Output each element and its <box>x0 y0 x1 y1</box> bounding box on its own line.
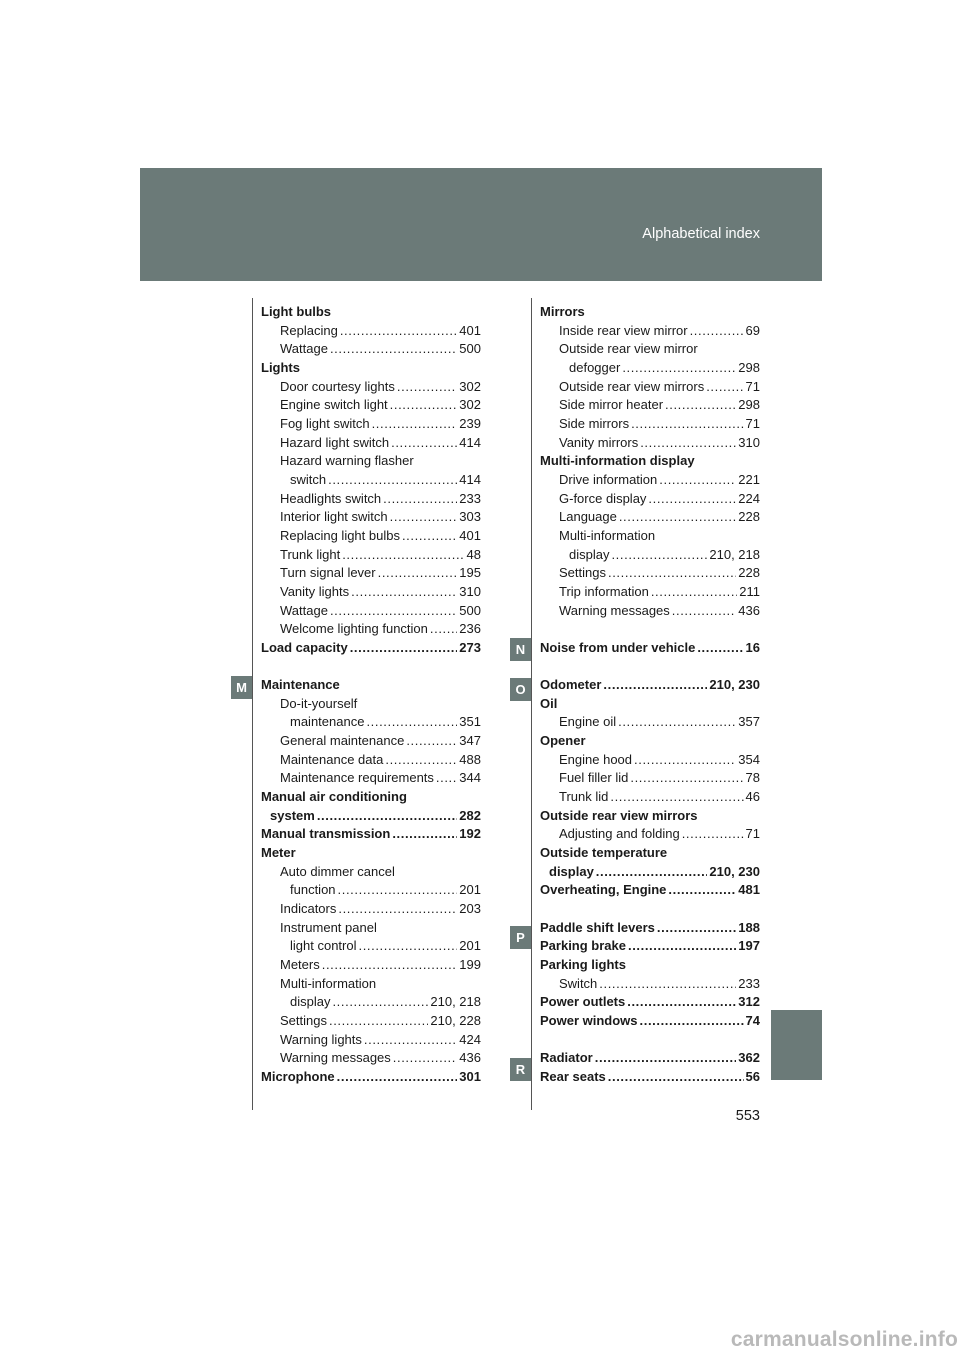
index-entry <box>261 602 481 621</box>
entry-page: 357 <box>738 714 760 730</box>
index-heading <box>540 1012 760 1031</box>
entry-label: Meters <box>280 956 320 972</box>
entry-page: 71 <box>745 415 760 431</box>
index-entry <box>261 863 481 882</box>
dot-leader <box>618 713 736 732</box>
entry-page: 354 <box>738 751 760 767</box>
dot-leader <box>672 602 737 621</box>
dot-leader <box>329 1012 428 1031</box>
dot-leader <box>619 508 736 527</box>
index-entry <box>261 993 481 1012</box>
entry-page: 303 <box>459 509 481 525</box>
index-heading <box>261 676 481 695</box>
dot-leader <box>697 639 743 658</box>
entry-label: Trunk light <box>280 546 341 562</box>
entry-page: 228 <box>738 509 760 525</box>
entry-page: 310 <box>459 583 481 599</box>
index-heading <box>540 956 760 975</box>
dot-leader <box>668 881 736 900</box>
dot-leader <box>317 807 457 826</box>
index-heading <box>261 303 481 322</box>
page-header-title: Alphabetical index <box>642 226 760 242</box>
entry-page: 69 <box>745 322 760 338</box>
index-entry <box>540 378 760 397</box>
index-entry <box>540 471 760 490</box>
watermark: carmanualsonline.info <box>730 1328 958 1351</box>
entry-page: 211 <box>739 583 760 599</box>
entry-label: Warning messages <box>559 602 670 618</box>
index-entry <box>540 322 760 341</box>
index-entry <box>261 546 481 565</box>
entry-label: Switch <box>559 975 598 991</box>
entry-label: Inside rear view mirror <box>559 322 688 338</box>
index-heading <box>261 1068 481 1087</box>
index-heading <box>540 844 760 863</box>
entry-page: 233 <box>738 975 760 991</box>
dot-leader <box>603 676 707 695</box>
index-entry <box>540 602 760 621</box>
index-entry <box>261 769 481 788</box>
entry-label: Paddle shift levers <box>540 919 655 935</box>
index-entry <box>540 583 760 602</box>
index-entry <box>540 788 760 807</box>
entry-page: 71 <box>745 826 760 842</box>
entry-label: Hazard light switch <box>280 434 390 450</box>
entry-label: maintenance <box>290 714 365 730</box>
entry-label: Wattage <box>280 341 328 357</box>
dot-leader <box>608 564 736 583</box>
entry-page: 46 <box>745 789 760 805</box>
letter-badge-r: R <box>510 1058 531 1081</box>
letter-badge-p: P <box>510 926 531 949</box>
index-entry <box>261 975 481 994</box>
index-heading <box>540 1068 760 1087</box>
entry-page: 16 <box>745 639 760 655</box>
entry-label: Outside rear view mirrors <box>540 807 698 823</box>
dot-leader <box>436 769 457 788</box>
entry-page: 210, 228 <box>430 1012 481 1028</box>
dot-leader <box>430 620 457 639</box>
entry-label: Manual air conditioning <box>261 789 407 805</box>
entry-label: Warning lights <box>280 1031 362 1047</box>
index-entry <box>540 396 760 415</box>
entry-label: Adjusting and folding <box>559 826 680 842</box>
dot-leader <box>392 825 457 844</box>
dot-leader <box>385 751 457 770</box>
entry-label: Wattage <box>280 602 328 618</box>
index-entry <box>261 956 481 975</box>
index-entry <box>261 508 481 527</box>
entry-label: Radiator <box>540 1050 593 1066</box>
entry-page: 236 <box>459 621 481 637</box>
entry-page: 199 <box>459 956 481 972</box>
entry-label: Side mirrors <box>559 415 630 431</box>
entry-label: General maintenance <box>280 733 405 749</box>
dot-leader <box>378 564 458 583</box>
dot-leader <box>390 508 458 527</box>
dot-leader <box>358 937 457 956</box>
index-heading <box>540 1049 760 1068</box>
entry-label: Trunk lid <box>559 789 609 805</box>
index-entry <box>261 919 481 938</box>
index-heading <box>261 844 481 863</box>
entry-label: Auto dimmer cancel <box>280 863 395 879</box>
entry-page: 298 <box>738 359 760 375</box>
entry-label: Instrument panel <box>280 919 377 935</box>
dot-leader <box>690 322 744 341</box>
entry-label: function <box>290 882 336 898</box>
right-column-rule <box>531 298 532 1110</box>
entry-label: Headlights switch <box>280 490 382 506</box>
dot-leader <box>610 788 743 807</box>
entry-label: Interior light switch <box>280 509 388 525</box>
entry-page: 401 <box>459 527 481 543</box>
index-entry <box>261 322 481 341</box>
entry-label: defogger <box>569 359 621 375</box>
entry-label: Engine switch light <box>280 397 388 413</box>
entry-page: 424 <box>459 1031 481 1047</box>
dot-leader <box>596 863 708 882</box>
entry-page: 195 <box>459 565 481 581</box>
index-entry <box>540 490 760 509</box>
index-entry <box>261 620 481 639</box>
entry-page: 78 <box>745 770 760 786</box>
index-entry <box>261 583 481 602</box>
entry-page: 228 <box>738 565 760 581</box>
dot-leader <box>665 396 736 415</box>
index-entry <box>261 713 481 732</box>
dot-leader <box>651 583 737 602</box>
entry-page: 347 <box>459 733 481 749</box>
entry-page: 401 <box>459 322 481 338</box>
index-entry <box>540 527 760 546</box>
dot-leader <box>706 378 743 397</box>
entry-label: Oil <box>540 695 558 711</box>
index-entry <box>261 452 481 471</box>
dot-leader <box>393 1049 458 1068</box>
entry-page: 302 <box>459 378 481 394</box>
entry-label: display <box>569 546 610 562</box>
dot-leader <box>595 1049 737 1068</box>
entry-label: Hazard warning flasher <box>280 453 414 469</box>
dot-leader <box>406 732 457 751</box>
index-entry <box>261 471 481 490</box>
index-heading <box>540 676 760 695</box>
dot-leader <box>648 490 736 509</box>
entry-label: Language <box>559 509 617 525</box>
entry-label: Power windows <box>540 1012 638 1028</box>
dot-leader <box>402 527 457 546</box>
dot-leader <box>640 434 736 453</box>
entry-page: 436 <box>459 1050 481 1066</box>
entry-page: 500 <box>459 602 481 618</box>
index-entry <box>261 1012 481 1031</box>
entry-page: 481 <box>738 882 760 898</box>
dot-leader <box>634 751 736 770</box>
entry-page: 210, 218 <box>430 994 481 1010</box>
index-entry <box>540 415 760 434</box>
index-heading <box>261 788 481 807</box>
index-heading <box>540 452 760 471</box>
entry-page: 56 <box>745 1068 760 1084</box>
index-entry <box>261 490 481 509</box>
dot-leader <box>397 378 457 397</box>
entry-page: 344 <box>459 770 481 786</box>
dot-leader <box>657 919 736 938</box>
entry-label: Power outlets <box>540 994 626 1010</box>
header-band <box>140 168 822 281</box>
entry-label: Odometer <box>540 677 602 693</box>
entry-page: 201 <box>459 938 481 954</box>
dot-leader <box>337 1068 458 1087</box>
dot-leader <box>328 471 457 490</box>
entry-label: Outside rear view mirror <box>559 341 698 357</box>
entry-page: 48 <box>466 546 481 562</box>
dot-leader <box>383 490 457 509</box>
entry-label: Microphone <box>261 1068 335 1084</box>
dot-leader <box>682 825 744 844</box>
index-heading <box>540 303 760 322</box>
entry-page: 210, 230 <box>709 863 760 879</box>
entry-page: 197 <box>738 938 760 954</box>
index-entry <box>261 434 481 453</box>
dot-leader <box>390 396 458 415</box>
entry-label: Meter <box>261 845 296 861</box>
entry-label: Mirrors <box>540 304 585 319</box>
entry-page: 192 <box>459 826 481 842</box>
entry-label: light control <box>290 938 357 954</box>
entry-label: Opener <box>540 733 586 749</box>
index-entry <box>540 564 760 583</box>
index-entry <box>261 396 481 415</box>
dot-leader <box>630 769 743 788</box>
index-entry <box>261 751 481 770</box>
index-heading <box>261 639 481 658</box>
letter-badge-o: O <box>510 678 531 701</box>
entry-page: 310 <box>738 434 760 450</box>
index-heading <box>540 937 760 956</box>
dot-leader <box>628 937 736 956</box>
entry-page: 273 <box>459 639 481 655</box>
entry-label: Outside rear view mirrors <box>559 378 705 394</box>
entry-label: switch <box>290 471 327 487</box>
dot-leader <box>627 993 736 1012</box>
entry-page: 282 <box>459 807 481 823</box>
index-heading <box>261 807 481 826</box>
dot-leader <box>608 1068 744 1087</box>
index-entry <box>540 975 760 994</box>
entry-label: Outside temperature <box>540 845 668 860</box>
dot-leader <box>350 639 458 658</box>
entry-label: display <box>290 994 331 1010</box>
index-column-left <box>261 303 481 1087</box>
left-column-rule <box>252 298 253 1110</box>
index-column-right <box>540 303 760 1087</box>
dot-leader <box>342 546 464 565</box>
index-entry <box>540 713 760 732</box>
dot-leader <box>611 546 707 565</box>
index-entry <box>261 732 481 751</box>
entry-page: 210, 218 <box>709 546 760 562</box>
dot-leader <box>366 713 457 732</box>
dot-leader <box>622 359 736 378</box>
page-number: 553 <box>735 1108 760 1124</box>
entry-label: Maintenance data <box>280 751 384 767</box>
dot-leader <box>631 415 743 434</box>
entry-page: 233 <box>459 490 481 506</box>
index-heading <box>540 881 760 900</box>
entry-label: Multi-information display <box>540 453 695 469</box>
index-heading <box>261 359 481 378</box>
entry-label: Parking brake <box>540 938 626 954</box>
entry-label: display <box>549 863 594 879</box>
entry-label: Welcome lighting function <box>280 621 428 637</box>
entry-page: 298 <box>738 397 760 413</box>
entry-label: Manual transmission <box>261 826 391 842</box>
index-heading <box>540 695 760 714</box>
index-heading <box>540 993 760 1012</box>
entry-label: Side mirror heater <box>559 397 664 413</box>
dot-leader <box>338 881 458 900</box>
index-entry <box>261 1031 481 1050</box>
index-entry <box>261 1049 481 1068</box>
entry-label: Parking lights <box>540 956 626 972</box>
entry-page: 351 <box>459 714 481 730</box>
index-entry <box>261 378 481 397</box>
dot-leader <box>391 434 457 453</box>
index-heading <box>540 919 760 938</box>
dot-leader <box>372 415 458 434</box>
entry-page: 203 <box>459 900 481 916</box>
entry-label: Overheating, Engine <box>540 882 667 898</box>
index-entry <box>540 359 760 378</box>
entry-label: Light bulbs <box>261 304 332 319</box>
dot-leader <box>338 900 457 919</box>
index-heading <box>261 825 481 844</box>
index-entry <box>261 415 481 434</box>
entry-page: 71 <box>745 378 760 394</box>
entry-page: 302 <box>459 397 481 413</box>
index-entry <box>261 900 481 919</box>
index-heading <box>540 807 760 826</box>
entry-label: Noise from under vehicle <box>540 639 696 655</box>
entry-label: Indicators <box>280 900 337 916</box>
index-heading <box>540 639 760 658</box>
entry-label: Lights <box>261 359 300 375</box>
index-entry <box>540 751 760 770</box>
entry-page: 224 <box>738 490 760 506</box>
entry-label: Replacing light bulbs <box>280 527 400 543</box>
index-entry <box>261 695 481 714</box>
entry-label: Door courtesy lights <box>280 378 395 394</box>
entry-label: Maintenance requirements <box>280 770 434 786</box>
index-entry <box>261 527 481 546</box>
entry-label: Fog light switch <box>280 415 370 431</box>
entry-label: Trip information <box>559 583 649 599</box>
entry-page: 221 <box>738 471 760 487</box>
entry-label: G-force display <box>559 490 647 506</box>
dot-leader <box>322 956 458 975</box>
entry-label: Do-it-yourself <box>280 695 358 711</box>
entry-label: Maintenance <box>261 677 340 693</box>
entry-page: 500 <box>459 341 481 357</box>
index-entry <box>540 546 760 565</box>
entry-label: Engine hood <box>559 751 633 767</box>
entry-page: 414 <box>459 434 481 450</box>
entry-page: 201 <box>459 882 481 898</box>
index-heading <box>540 863 760 882</box>
entry-label: Load capacity <box>261 639 348 655</box>
entry-label: Warning messages <box>280 1050 391 1066</box>
entry-page: 312 <box>738 994 760 1010</box>
dot-leader <box>640 1012 744 1031</box>
dot-leader <box>330 602 457 621</box>
index-entry <box>540 825 760 844</box>
entry-label: Vanity lights <box>280 583 350 599</box>
index-entry <box>540 769 760 788</box>
entry-page: 239 <box>459 415 481 431</box>
entry-label: Engine oil <box>559 714 617 730</box>
entry-label: Vanity mirrors <box>559 434 639 450</box>
index-entry <box>261 937 481 956</box>
entry-page: 436 <box>738 602 760 618</box>
entry-label: Fuel filler lid <box>559 770 629 786</box>
dot-leader <box>330 340 457 359</box>
index-entry <box>261 340 481 359</box>
entry-label: Multi-information <box>559 527 656 543</box>
entry-page: 301 <box>459 1068 481 1084</box>
index-entry <box>540 434 760 453</box>
index-heading <box>540 732 760 751</box>
dot-leader <box>659 471 736 490</box>
dot-leader <box>340 322 457 341</box>
entry-page: 74 <box>745 1012 760 1028</box>
entry-label: Drive information <box>559 471 658 487</box>
entry-label: Multi-information <box>280 975 377 991</box>
entry-page: 210, 230 <box>709 677 760 693</box>
letter-badge-m: M <box>231 676 252 699</box>
entry-label: Settings <box>559 565 606 581</box>
index-entry <box>261 881 481 900</box>
index-entry <box>540 508 760 527</box>
entry-label: Settings <box>280 1012 327 1028</box>
entry-label: Rear seats <box>540 1068 606 1084</box>
entry-page: 488 <box>459 751 481 767</box>
entry-label: Turn signal lever <box>280 565 376 581</box>
entry-page: 414 <box>459 471 481 487</box>
entry-label: Replacing <box>280 322 338 338</box>
index-entry <box>261 564 481 583</box>
dot-leader <box>332 993 428 1012</box>
dot-leader <box>351 583 457 602</box>
entry-page: 188 <box>738 919 760 935</box>
dot-leader <box>599 975 736 994</box>
entry-page: 362 <box>738 1050 760 1066</box>
entry-label: system <box>270 807 315 823</box>
dot-leader <box>364 1031 457 1050</box>
index-entry <box>540 340 760 359</box>
letter-badge-n: N <box>510 638 531 661</box>
side-thumb-tab <box>771 1010 822 1080</box>
